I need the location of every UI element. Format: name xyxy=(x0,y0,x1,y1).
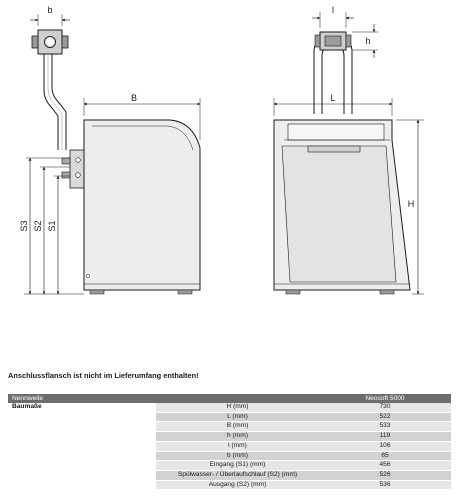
side-view xyxy=(19,5,200,294)
row-parameter: H (mm) xyxy=(156,403,319,412)
row-value: 522 xyxy=(319,412,451,422)
row-value: 119 xyxy=(319,432,451,442)
row-value: 456 xyxy=(319,461,451,471)
row-group-label: Baumaße xyxy=(8,403,156,490)
row-parameter: B (mm) xyxy=(156,422,319,432)
header-model: Neosoft 5000 xyxy=(319,394,451,403)
side-hoses xyxy=(44,54,66,150)
row-parameter: Eingang (S1) (mm) xyxy=(156,461,319,471)
specs-table-body xyxy=(8,403,451,490)
flange-note: Anschlussflansch ist nicht im Lieferumfang enthalten! xyxy=(8,371,199,380)
row-value: 526 xyxy=(319,470,451,480)
side-flange xyxy=(32,30,68,54)
label-b: b xyxy=(47,5,53,15)
row-value: 730 xyxy=(319,403,451,412)
label-L: L xyxy=(330,93,336,103)
specs-table xyxy=(8,394,451,490)
label-S3: S3 xyxy=(19,220,29,232)
table-header-row xyxy=(8,394,451,403)
side-cabinet xyxy=(84,120,200,294)
row-value: 106 xyxy=(319,441,451,451)
side-connections xyxy=(62,150,84,188)
row-parameter: h (mm) xyxy=(156,432,319,442)
front-view xyxy=(274,5,424,294)
row-parameter: Spülwasser- / Überlaufschlauf (S2) (mm) xyxy=(156,470,319,480)
row-value: 65 xyxy=(319,451,451,461)
table-row xyxy=(8,403,451,412)
label-H: H xyxy=(407,199,415,209)
row-value: 536 xyxy=(319,480,451,490)
row-parameter: Ausgang (S2) (mm) xyxy=(156,480,319,490)
header-label: Nennweite xyxy=(8,394,319,403)
label-B: B xyxy=(130,93,138,103)
label-S2: S2 xyxy=(33,220,43,232)
row-parameter: L (mm) xyxy=(156,412,319,422)
row-parameter: l (mm) xyxy=(156,441,319,451)
front-flange xyxy=(315,32,351,50)
front-cabinet xyxy=(274,120,410,294)
row-value: 533 xyxy=(319,422,451,432)
label-S1: S1 xyxy=(47,220,57,232)
label-l: l xyxy=(332,5,334,15)
row-parameter: b (mm) xyxy=(156,451,319,461)
label-h: h xyxy=(365,36,371,46)
